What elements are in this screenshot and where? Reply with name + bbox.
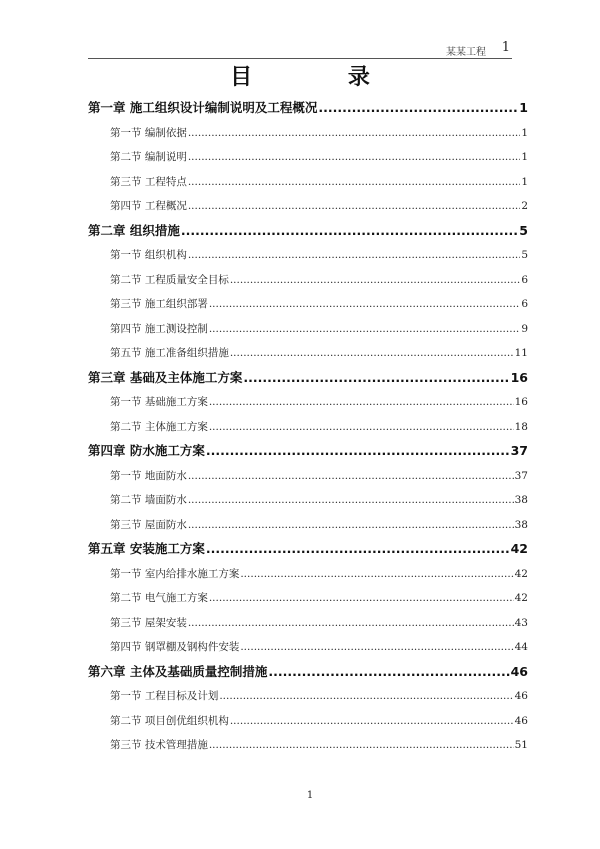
toc-entry-label: 第二节 编制说明	[110, 151, 187, 163]
dot-leader	[209, 292, 520, 317]
toc-entry-page-number: 46	[514, 690, 528, 702]
toc-entry-label: 第二章 组织措施	[88, 222, 180, 238]
dot-leader	[188, 488, 514, 513]
toc-entry-label: 第一节 编制依据	[110, 126, 187, 139]
toc-entry-page-number: 18	[514, 420, 528, 433]
dot-leader	[181, 219, 518, 244]
toc-entry-label: 第一节 工程目标及计划	[110, 690, 219, 702]
toc-title: 目 录	[230, 65, 414, 90]
toc-section-entry[interactable]	[88, 292, 528, 317]
toc-entry-label: 第四章 防水施工方案	[88, 443, 205, 458]
toc-entry-label: 第一节 室内给排水施工方案	[110, 567, 240, 580]
toc-section-entry[interactable]	[88, 635, 528, 660]
dot-leader	[188, 170, 520, 195]
dot-leader	[268, 660, 509, 685]
toc-section-entry[interactable]	[88, 464, 528, 489]
toc-section-entry[interactable]	[88, 145, 528, 170]
toc-entry-label: 第五节 施工准备组织措施	[110, 347, 229, 359]
toc-entry-page-number: 51	[514, 739, 528, 751]
dot-leader	[188, 145, 520, 170]
toc-section-entry[interactable]	[88, 268, 528, 293]
toc-entry-label: 第四节 施工测设控制	[110, 322, 208, 335]
dot-leader	[240, 562, 513, 587]
dot-leader	[188, 243, 520, 268]
toc-entry-label: 第二节 项目创优组织机构	[110, 714, 229, 727]
dot-leader	[188, 194, 520, 219]
toc-entry-label: 第六章 主体及基础质量控制措施	[88, 663, 268, 679]
toc-entry-page-number: 9	[521, 322, 528, 335]
dot-leader	[240, 635, 513, 660]
footer-page-number: 1	[306, 790, 314, 801]
toc-entry-page-number: 37	[514, 469, 528, 482]
dot-leader	[188, 121, 520, 146]
toc-section-entry[interactable]	[88, 317, 528, 342]
toc-entry-page-number: 42	[514, 567, 528, 580]
toc-chapter-entry[interactable]	[88, 660, 528, 685]
toc-entry-label: 第三节 屋面防水	[110, 518, 187, 531]
toc-entry-page-number: 43	[514, 616, 528, 629]
toc-entry-label: 第二节 墙面防水	[110, 494, 187, 506]
toc-section-entry[interactable]	[88, 562, 528, 587]
toc-chapter-entry[interactable]	[88, 366, 528, 391]
toc-section-entry[interactable]	[88, 170, 528, 195]
toc-entry-page-number: 46	[510, 663, 528, 679]
dot-leader	[230, 709, 514, 734]
toc-entry-page-number: 2	[521, 200, 528, 212]
dot-leader	[318, 96, 518, 121]
toc-entry-page-number: 38	[514, 518, 528, 531]
toc-section-entry[interactable]	[88, 415, 528, 440]
toc-entry-label: 第一节 基础施工方案	[110, 396, 208, 408]
toc-section-entry[interactable]	[88, 733, 528, 758]
toc-entry-label: 第二节 工程质量安全目标	[110, 273, 229, 286]
toc-entry-label: 第五章 安装施工方案	[88, 541, 205, 556]
toc-entry-label: 第四节 工程概况	[110, 200, 187, 212]
toc-entry-page-number: 16	[514, 396, 528, 408]
toc-entry-page-number: 11	[514, 347, 528, 359]
toc-entry-page-number: 5	[521, 249, 528, 261]
toc-entry-label: 第一章 施工组织设计编制说明及工程概况	[88, 100, 318, 115]
toc-section-entry[interactable]	[88, 390, 528, 415]
dot-leader	[230, 268, 520, 293]
toc-entry-label: 第三节 屋架安装	[110, 616, 187, 629]
toc-entry-label: 第三节 工程特点	[110, 175, 187, 188]
toc-entry-page-number: 1	[519, 100, 528, 115]
toc-entry-label: 第二节 电气施工方案	[110, 592, 208, 604]
toc-entry-page-number: 16	[510, 369, 528, 385]
dot-leader	[219, 684, 513, 709]
toc-section-entry[interactable]	[88, 586, 528, 611]
toc-entry-page-number: 6	[521, 273, 528, 286]
toc-entry-page-number: 42	[510, 541, 528, 556]
toc-entry-label: 第一节 组织机构	[110, 249, 187, 261]
dot-leader	[188, 464, 514, 489]
toc-entry-label: 第四节 钢罩棚及钢构件安装	[110, 641, 240, 653]
toc-section-entry[interactable]	[88, 513, 528, 538]
toc-entry-page-number: 6	[521, 298, 528, 310]
toc-entry-label: 第一节 地面防水	[110, 469, 187, 482]
toc-section-entry[interactable]	[88, 709, 528, 734]
toc-entry-label: 第二节 主体施工方案	[110, 420, 208, 433]
toc-entry-page-number: 46	[514, 714, 528, 727]
toc-entry-page-number: 5	[519, 222, 528, 238]
dot-leader	[188, 513, 514, 538]
toc-entry-page-number: 1	[521, 175, 528, 188]
table-of-contents	[88, 96, 528, 758]
toc-section-entry[interactable]	[88, 684, 528, 709]
toc-section-entry[interactable]	[88, 488, 528, 513]
dot-leader	[243, 366, 509, 391]
dot-leader	[206, 439, 510, 464]
toc-chapter-entry[interactable]	[88, 219, 528, 244]
toc-section-entry[interactable]	[88, 611, 528, 636]
toc-chapter-entry[interactable]	[88, 537, 528, 562]
toc-entry-page-number: 42	[514, 592, 528, 604]
toc-entry-label: 第三章 基础及主体施工方案	[88, 369, 243, 385]
dot-leader	[209, 415, 514, 440]
dot-leader	[206, 537, 510, 562]
dot-leader	[209, 317, 520, 342]
toc-entry-page-number: 1	[521, 151, 528, 163]
dot-leader	[188, 611, 514, 636]
toc-chapter-entry[interactable]	[88, 439, 528, 464]
toc-entry-page-number: 37	[510, 443, 528, 458]
dot-leader	[209, 733, 514, 758]
toc-entry-label: 第三节 施工组织部署	[110, 298, 208, 310]
toc-section-entry[interactable]	[88, 243, 528, 268]
page-header	[88, 38, 512, 59]
header-project-name: 某某工程	[446, 47, 486, 58]
toc-entry-label: 第三节 技术管理措施	[110, 739, 208, 751]
toc-entry-page-number: 44	[514, 641, 528, 653]
dot-leader	[209, 586, 514, 611]
header-page-number: 1	[501, 40, 510, 55]
toc-section-entry[interactable]	[88, 121, 528, 146]
dot-leader	[230, 341, 514, 366]
toc-section-entry[interactable]	[88, 341, 528, 366]
toc-chapter-entry[interactable]	[88, 96, 528, 121]
toc-section-entry[interactable]	[88, 194, 528, 219]
dot-leader	[209, 390, 514, 415]
toc-entry-page-number: 1	[521, 126, 528, 139]
toc-entry-page-number: 38	[514, 494, 528, 506]
